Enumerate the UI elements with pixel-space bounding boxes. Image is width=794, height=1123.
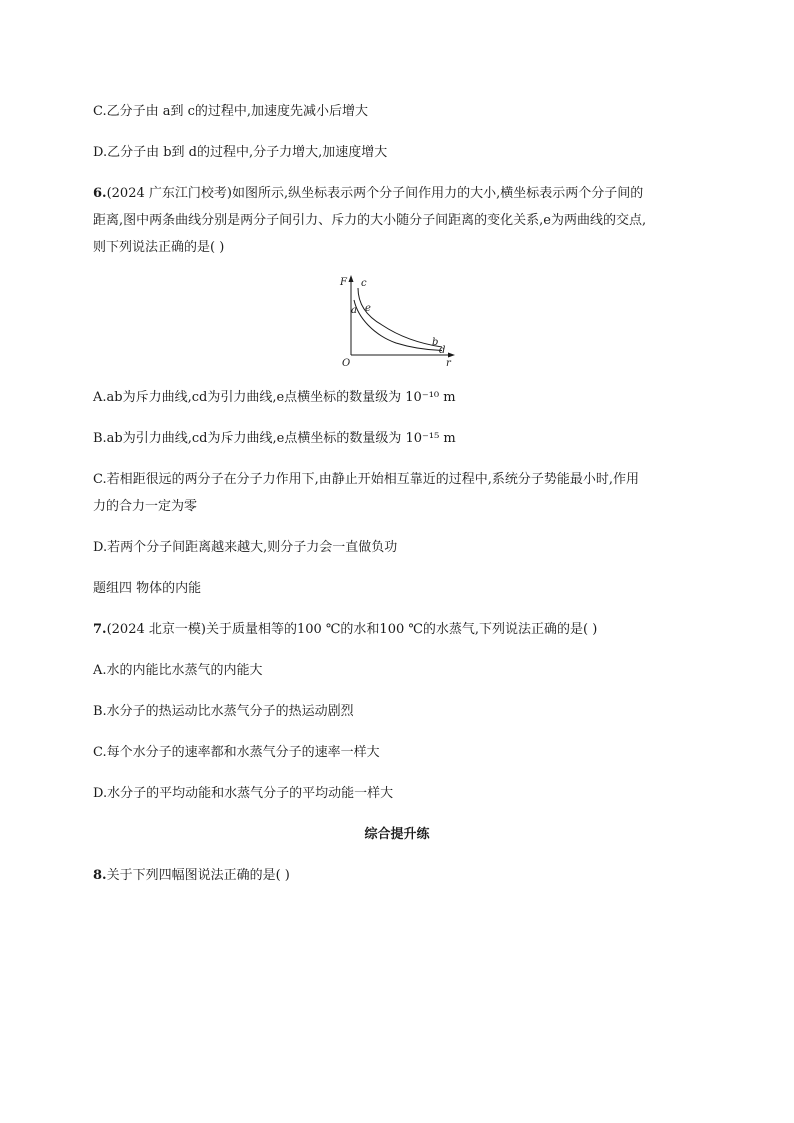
q7-option-d: D.水分子的平均动能和水蒸气分子的平均动能一样大	[93, 786, 394, 801]
q7-number: 7.	[93, 622, 107, 637]
label-O: O	[342, 358, 351, 369]
q8-stem	[93, 868, 290, 884]
label-e: e	[365, 303, 371, 314]
y-axis-arrow	[349, 275, 354, 282]
q6-stem-text: (2024 广东江门校考)如图所示,纵坐标表示两个分子间作用力的大小,横坐标表示两个分子间的	[106, 186, 644, 201]
q6-number: 6.	[93, 186, 107, 201]
group4-title: 题组四 物体的内能	[93, 581, 202, 596]
q6-option-b: B.ab为引力曲线,cd为斥力曲线,e点横坐标的数量级为 10⁻¹⁵ m	[93, 431, 456, 446]
section-title: 综合提升练	[364, 827, 430, 842]
q6-option-a: A.ab为斥力曲线,cd为引力曲线,e点横坐标的数量级为 10⁻¹⁰ m	[93, 390, 456, 405]
q6-stem-line1	[93, 186, 643, 202]
q8-number: 8.	[93, 868, 107, 883]
x-axis-arrow	[448, 353, 455, 358]
label-c: c	[361, 278, 367, 289]
curve-cd	[358, 288, 442, 347]
q6-option-d: D.若两个分子间距离越来越大,则分子力会一直做负功	[93, 540, 398, 555]
q5-option-d: D.乙分子由 b到 d的过程中,分子力增大,加速度增大	[93, 145, 388, 160]
q7-stem-text: (2024 北京一模)关于质量相等的100 ℃的水和100 ℃的水蒸气,下列说法正确的是( )	[106, 622, 598, 637]
force-distance-figure	[336, 273, 460, 369]
q6-option-c-line1: C.若相距很远的两分子在分子力作用下,由静止开始相互靠近的过程中,系统分子势能最小时,作用	[93, 472, 640, 487]
label-b: b	[432, 337, 439, 348]
q7-option-b: B.水分子的热运动比水蒸气分子的热运动剧烈	[93, 704, 354, 719]
label-r: r	[446, 358, 451, 369]
q6-stem-line2: 距离,图中两条曲线分别是两分子间引力、斥力的大小随分子间距离的变化关系,e为两曲线的交点,	[93, 213, 647, 228]
q6-stem-line3: 则下列说法正确的是( )	[93, 240, 225, 255]
q7-option-a: A.水的内能比水蒸气的内能大	[93, 663, 263, 678]
force-distance-graph	[336, 273, 460, 369]
q7-stem	[93, 622, 597, 638]
q8-stem-text: 关于下列四幅图说法正确的是( )	[106, 868, 290, 883]
label-F: F	[340, 277, 347, 288]
q6-option-c-line2: 力的合力一定为零	[93, 499, 198, 514]
label-a: a	[351, 305, 357, 316]
label-d: d	[439, 345, 446, 356]
q5-option-c: C.乙分子由 a到 c的过程中,加速度先减小后增大	[93, 104, 369, 119]
q7-option-c: C.每个水分子的速率都和水蒸气分子的速率一样大	[93, 745, 380, 760]
